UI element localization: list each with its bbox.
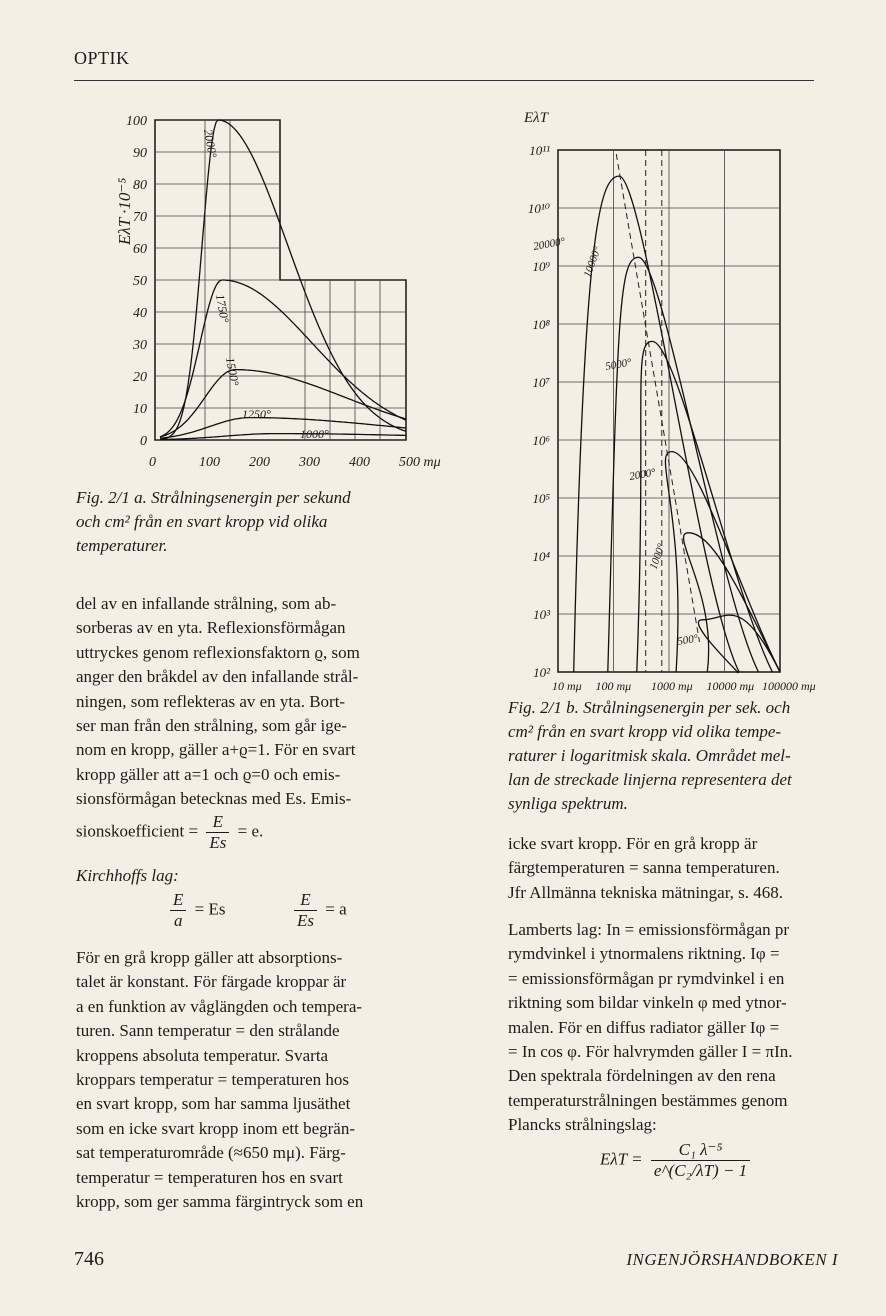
curve-label: 1250°: [242, 407, 271, 421]
text-line: kroppars temperatur = temperaturen hos: [76, 1070, 349, 1090]
text-line: turen. Sann temperatur = den strålande: [76, 1021, 340, 1041]
curve-label: 2000°: [201, 128, 220, 159]
text-line: Den spektrala fördelningen av den rena: [508, 1066, 776, 1086]
y-tick-label: 80: [133, 178, 147, 193]
y-tick-label: 10: [133, 402, 147, 417]
text-line: del av en infallande strålning, som ab-: [76, 594, 337, 613]
page-number: 746: [74, 1248, 104, 1270]
figure-2-1a: [100, 100, 441, 480]
text-line: a en funktion av våglängden och tempera-: [76, 996, 363, 1016]
book-title: INGENJÖRSHANDBOKEN I: [626, 1250, 838, 1269]
caption-line: lan de streckade linjerna representera det: [508, 770, 792, 789]
planck-law-formula: [600, 1140, 754, 1181]
text-line: icke svart kropp. För en grå kropp är: [508, 834, 758, 853]
radiation-curve: [698, 615, 780, 673]
caption-line: raturer i logaritmisk skala. Området mel-: [508, 746, 791, 765]
curve-label: 1750°: [213, 293, 232, 324]
text-line: Lamberts lag: In = emissionsförmågan pr: [508, 920, 790, 939]
figure-a-grid: [155, 120, 406, 440]
x-tick-label: 100000 mμ: [762, 679, 816, 693]
y-tick-label: 10⁵: [532, 491, 550, 506]
y-tick-label: 10³: [533, 607, 550, 622]
figure-b-caption: [508, 696, 846, 816]
text-line: en svart kropp, som har samma ljusäthet: [76, 1094, 351, 1114]
radiation-curve: [160, 370, 406, 437]
x-tick-label: 400: [349, 455, 370, 470]
figure-b-x-ticks: [552, 679, 816, 693]
y-tick-label: 90: [133, 146, 147, 161]
text-line: nom en kropp, gäller a+ϱ=1. För en svart: [76, 740, 356, 760]
kirchhoff-label: Kirchhoffs lag:: [76, 866, 179, 885]
text-line: som en icke svart kropp inom ett begrän-: [76, 1118, 356, 1138]
x-tick-label: 500 mμ: [399, 455, 441, 470]
denominator: a: [173, 911, 183, 930]
curve-label: 10000°: [581, 244, 604, 280]
figure-a-caption: [76, 486, 448, 558]
text-line: ningen, som reflekteras av en yta. Bort-: [76, 691, 346, 711]
x-tick-label: 200: [249, 455, 270, 470]
y-tick-label: 10²: [533, 665, 550, 680]
curve-label: 1000°: [300, 427, 329, 441]
text-line: anger den bråkdel av den infallande strål-: [76, 667, 359, 687]
radiation-curve: [160, 434, 406, 440]
y-tick-label: 30: [133, 338, 147, 353]
emission-coefficient-formula: [76, 812, 263, 853]
curve-label: 500°: [676, 632, 700, 648]
figure-b-grid: [558, 150, 780, 672]
caption-line: Fig. 2/1 b. Strålningsenergin per sek. och: [508, 698, 791, 717]
text-line: sorberas av en yta. Reflexionsförmågan: [76, 618, 346, 638]
figure-a-y-ticks: [126, 114, 147, 449]
text-line: sat temperaturområde (≈650 mμ). Färg-: [76, 1143, 346, 1163]
figure-a-y-axis-label: EλT ·10⁻⁵: [115, 177, 134, 245]
fraction: [651, 1140, 750, 1181]
text-line: = emissionsförmågan pr rymdvinkel i en: [508, 968, 785, 988]
numerator: E: [294, 890, 317, 911]
right-paragraph-2: [508, 918, 846, 1138]
numerator: C₁ λ⁻⁵: [651, 1140, 750, 1161]
figure-2-1b: [508, 100, 848, 695]
y-tick-label: 70: [133, 210, 147, 225]
text-line: sionsförmågan betecknas med Es. Emis-: [76, 789, 352, 809]
x-tick-label: 1000 mμ: [651, 679, 693, 693]
running-header: OPTIK: [74, 48, 130, 68]
formula-lhs: EλT =: [600, 1149, 643, 1169]
y-tick-label: 50: [133, 274, 147, 289]
curve-label: 5000°: [604, 356, 633, 373]
text-line: riktning som bildar vinkeln φ med ytnor-: [508, 993, 787, 1013]
caption-line: synliga spektrum.: [508, 794, 628, 813]
x-tick-label: 10000 mμ: [706, 679, 755, 693]
formula-suffix: = e.: [237, 821, 264, 841]
y-tick-label: 100: [126, 114, 147, 129]
x-tick-label: 0: [149, 455, 156, 470]
x-tick-label: 300: [299, 455, 320, 470]
text-line: malen. För en diffus radiator gäller Iφ =: [508, 1017, 780, 1037]
formula-prefix: sionskoefficient =: [76, 821, 199, 841]
kirchhoff-formula-1: [166, 890, 225, 931]
text-line: temperaturstrålningen bestämmes genom: [508, 1090, 788, 1110]
y-tick-label: 10¹⁰: [527, 201, 550, 216]
y-tick-label: 10⁴: [532, 549, 550, 564]
y-tick-label: 40: [133, 306, 147, 321]
fraction: [206, 812, 229, 853]
fraction: [294, 890, 317, 931]
figure-a-curve-labels: [201, 128, 329, 441]
caption-line: cm² från en svart kropp vid olika tempe-: [508, 722, 782, 741]
y-tick-label: 10⁶: [532, 433, 550, 448]
numerator: E: [206, 812, 229, 833]
y-tick-label: 10⁸: [532, 317, 550, 332]
caption-line: temperaturer.: [76, 536, 168, 555]
curve-label: 1500°: [223, 356, 242, 387]
text-line: temperatur = temperaturen hos en svart: [76, 1167, 343, 1187]
text-line: kropp gäller att a=1 och ϱ=0 och emis-: [76, 764, 341, 784]
figure-b-curves: [574, 176, 780, 673]
text-line: ser man från den strålning, som går ige-: [76, 716, 347, 736]
numerator: E: [170, 890, 186, 911]
formula-rhs: = Es: [194, 899, 226, 919]
text-line: uttryckes genom reflexionsfaktorn ϱ, som: [76, 642, 360, 662]
left-paragraph-1: [76, 592, 446, 812]
denominator: e^(C₂/λT) − 1: [653, 1161, 748, 1180]
text-line: talet är konstant. För färgade kroppar är: [76, 972, 347, 992]
caption-line: och cm² från en svart kropp vid olika: [76, 512, 328, 531]
fraction: [170, 890, 186, 931]
figure-b-y-axis-label: EλT: [524, 110, 549, 126]
kirchhoff-formula-2: [290, 890, 347, 931]
radiation-curve: [684, 533, 780, 672]
curve-label: 2000°: [628, 466, 657, 483]
figure-a-x-ticks: [149, 455, 441, 470]
y-tick-label: 10¹¹: [529, 143, 550, 158]
curve-label: 20000°: [532, 235, 566, 253]
text-line: Plancks strålningslag:: [508, 1115, 657, 1135]
figure-b-y-ticks: [528, 143, 551, 680]
header-rule: [74, 80, 814, 81]
y-tick-label: 10⁷: [532, 375, 550, 390]
text-line: Jfr Allmänna tekniska mätningar, s. 468.: [508, 882, 784, 902]
y-tick-label: 10⁹: [532, 259, 550, 274]
denominator: Es: [297, 911, 314, 930]
y-tick-label: 60: [133, 242, 147, 257]
caption-line: Fig. 2/1 a. Strålningsenergin per sekund: [76, 488, 351, 507]
text-line: kroppens absoluta temperatur. Svarta: [76, 1045, 329, 1065]
curve-label: 1000°: [647, 542, 668, 572]
x-tick-label: 100 mμ: [595, 679, 632, 693]
left-paragraph-2: [76, 946, 446, 1214]
text-line: För en grå kropp gäller att absorptions-: [76, 948, 343, 967]
radiation-curve: [608, 257, 759, 672]
denominator: Es: [209, 833, 227, 852]
y-tick-label: 0: [140, 434, 147, 449]
text-line: kropp, som ger samma färgintryck som en: [76, 1192, 364, 1212]
text-line: = In cos φ. För halvrymden gäller I = πIn.: [508, 1042, 793, 1062]
text-line: rymdvinkel i ytnormalens riktning. Iφ =: [508, 944, 780, 964]
right-paragraph-1: [508, 832, 846, 905]
x-tick-label: 10 mμ: [552, 679, 582, 693]
formula-rhs: = a: [325, 899, 347, 919]
x-tick-label: 100: [199, 455, 220, 470]
text-line: färgtemperaturen = sanna temperaturen.: [508, 858, 780, 878]
y-tick-label: 20: [133, 370, 147, 385]
